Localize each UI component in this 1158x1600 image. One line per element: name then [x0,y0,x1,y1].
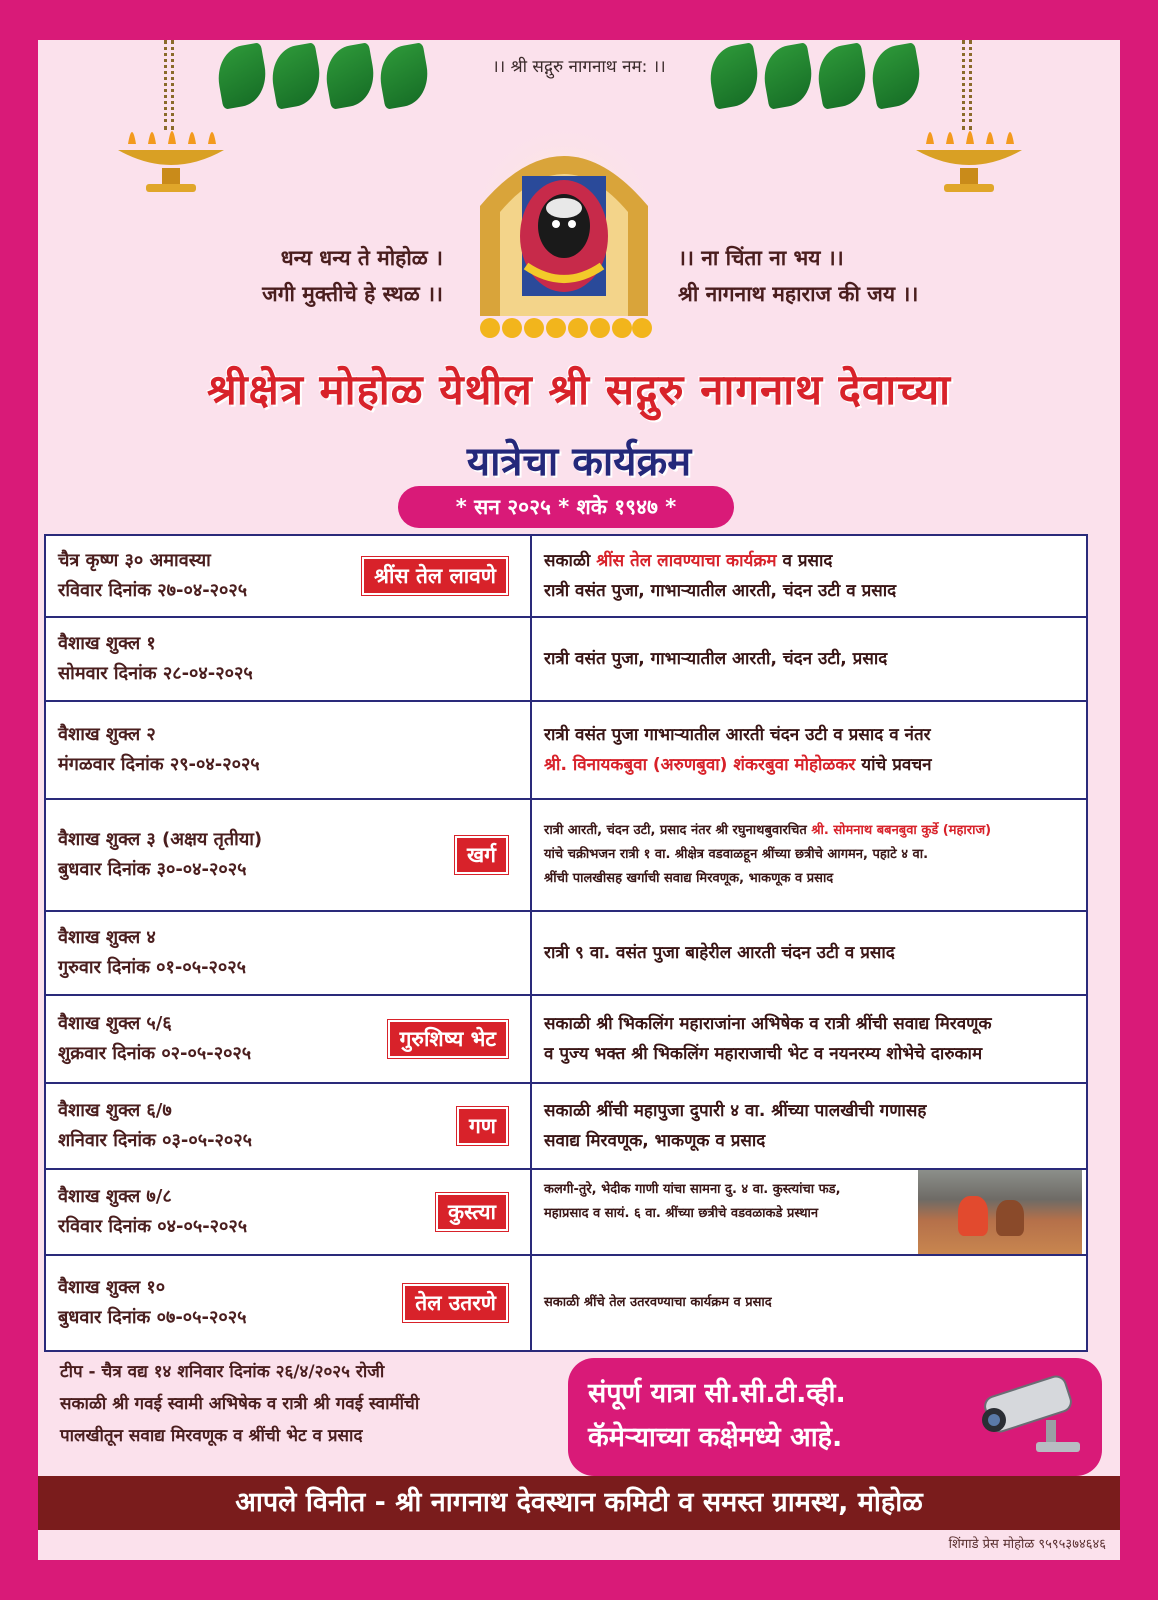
schedule-date-line: शुक्रवार दिनांक ०२-०५-२०२५ [58,1043,252,1064]
schedule-row [45,535,1087,617]
schedule-detail-cell [531,799,1087,911]
schedule-detail-line: यांचे चक्रीभजन रात्री १ वा. श्रीक्षेत्र वडवाळहून श्रींच्या छत्रीचे आगमन, पहाटे ४ वा. [544,847,929,862]
wrestling-photo-icon [918,1170,1082,1254]
schedule-date-cell [45,1083,531,1169]
schedule-row [45,1255,1087,1351]
footer-band: आपले विनीत - श्री नागनाथ देवस्थान कमिटी व समस्त ग्रामस्थ, मोहोळ [38,1476,1120,1530]
schedule-date-line: मंगळवार दिनांक २९-०४-२०२५ [58,754,260,775]
schedule-detail-cell [531,617,1087,701]
oil-lamp-right-icon [910,110,1028,200]
schedule-detail-cell [531,1169,1087,1255]
cctv-notice: संपूर्ण यात्रा सी.सी.टी.व्ही. कॅमेऱ्याच्या कक्षेमध्ये आहे. [568,1358,1102,1476]
oil-lamp-left-icon [112,110,230,200]
schedule-row [45,617,1087,701]
schedule-detail-line: रात्री वसंत पुजा गाभाऱ्यातील आरती चंदन उटी व प्रसाद व नंतर [544,725,931,745]
schedule-detail-line: सकाळी श्रींची महापुजा दुपारी ४ वा. श्रींच्या पालखीची गणासह [544,1101,927,1121]
schedule-detail-line: कलगी-तुरे, भेदीक गाणी यांचा सामना दु. ४ वा. कुस्त्यांचा फड, [544,1182,841,1197]
schedule-detail-line: सकाळी श्रींस तेल लावण्याचा कार्यक्रम व प्रसाद [544,551,833,571]
schedule-detail-cell [531,1255,1087,1351]
schedule-row [45,1083,1087,1169]
schedule-detail-line: सकाळी श्रींचे तेल उतरवण्याचा कार्यक्रम व प्रसाद [544,1295,772,1310]
schedule-date-cell [45,911,531,995]
schedule-row [45,799,1087,911]
press-credit: शिंगाडे प्रेस मोहोळ ९५९५३७४६४६ [948,1537,1106,1552]
schedule-table [44,534,1088,1352]
schedule-date-line: वैशाख शुक्ल १० [58,1277,166,1298]
schedule-date-line: गुरुवार दिनांक ०१-०५-२०२५ [58,957,246,978]
event-badge: गण [457,1107,508,1145]
schedule-date-line: वैशाख शुक्ल ४ [58,927,156,948]
schedule-detail-line: व पुज्य भक्त श्री भिकलिंग महाराजाची भेट व नयनरम्य शोभेचे दारुकाम [544,1044,983,1064]
note-text: टीप - चैत्र वद्य १४ शनिवार दिनांक २६/४/२०२५ रोजी सकाळी श्री गवई स्वामी अभिषेक व रात्री श्री गवई स्वामींची पालखीतून सवाद्य मिरवणूक व श्रींची भेट व प्रसाद [60,1362,420,1446]
year-pill: * सन २०२५ * शके १९४७ * [398,486,734,528]
schedule-detail-line: रात्री वसंत पुजा, गाभाऱ्यातील आरती, चंदन उटी व प्रसाद [544,581,897,601]
schedule-date-cell [45,1255,531,1351]
schedule-date-line: सोमवार दिनांक २८-०४-२०२५ [58,663,253,684]
schedule-date-line: वैशाख शुक्ल ५/६ [58,1013,172,1034]
schedule-row [45,701,1087,799]
schedule-date-line: रविवार दिनांक ०४-०५-२०२५ [58,1216,248,1237]
schedule-detail-cell [531,1083,1087,1169]
cctv-camera-icon [976,1372,1094,1462]
schedule-detail-line: महाप्रसाद व सायं. ६ वा. श्रींच्या छत्रीचे वडवळाकडे प्रस्थान [544,1206,819,1221]
schedule-date-cell [45,617,531,701]
schedule-detail-line: रात्री आरती, चंदन उटी, प्रसाद नंतर श्री रघुनाथबुवारचित श्री. सोमनाथ बबनबुवा कुर्डे (महाराज) [544,823,992,838]
schedule-detail-line: सकाळी श्री भिकलिंग महाराजांना अभिषेक व रात्री श्रींची सवाद्य मिरवणूक [544,1014,992,1034]
schedule-date-line: बुधवार दिनांक ०७-०५-२०२५ [58,1307,247,1328]
event-badge: गुरुशिष्य भेट [388,1020,508,1058]
quote-left: धन्य धन्य ते मोहोळ । जगी मुक्तीचे हे स्थळ ।। [262,246,443,306]
schedule-date-line: वैशाख शुक्ल ६/७ [58,1100,172,1121]
event-badge: श्रींस तेल लावणे [362,557,508,595]
schedule-row [45,1169,1087,1255]
invocation-text: ।। श्री सद्गुरु नागनाथ नम: ।। [492,57,666,77]
schedule-date-line: बुधवार दिनांक ३०-०४-२०२५ [58,859,247,880]
main-title: श्रीक्षेत्र मोहोळ येथील श्री सद्गुरु नागनाथ देवाच्या [206,365,952,414]
schedule-date-cell [45,535,531,617]
quote-right: ।। ना चिंता ना भय ।। श्री नागनाथ महाराज की जय ।। [678,246,919,306]
event-badge: तेल उतरणे [403,1284,508,1322]
schedule-date-line: रविवार दिनांक २७-०४-२०२५ [58,580,248,601]
schedule-date-line: चैत्र कृष्ण ३० अमावस्या [58,550,211,571]
schedule-date-cell [45,1169,531,1255]
schedule-date-cell [45,995,531,1083]
schedule-detail-line: सवाद्य मिरवणूक, भाकणूक व प्रसाद [544,1131,766,1151]
schedule-detail-line: रात्री वसंत पुजा, गाभाऱ्यातील आरती, चंदन उटी, प्रसाद [544,649,888,669]
schedule-detail-cell [531,701,1087,799]
schedule-date-line: शनिवार दिनांक ०३-०५-२०२५ [58,1130,252,1151]
schedule-detail-cell [531,911,1087,995]
nagnath-shrine-icon [466,116,662,340]
schedule-date-line: वैशाख शुक्ल ३ (अक्षय तृतीया) [58,829,263,850]
schedule-detail-line: श्रींची पालखीसह खर्गाची सवाद्य मिरवणूक, भाकणूक व प्रसाद [544,871,834,886]
schedule-date-cell [45,701,531,799]
schedule-row [45,995,1087,1083]
schedule-detail-line: रात्री ९ वा. वसंत पुजा बाहेरील आरती चंदन उटी व प्रसाद [544,943,895,963]
schedule-detail-line: श्री. विनायकबुवा (अरुणबुवा) शंकरबुवा मोहोळकर यांचे प्रवचन [544,755,932,775]
schedule-row [45,911,1087,995]
event-badge: खर्ग [455,836,508,874]
event-badge: कुस्त्या [436,1193,508,1231]
schedule-date-line: वैशाख शुक्ल २ [58,724,156,745]
schedule-date-line: वैशाख शुक्ल ७/८ [58,1186,172,1207]
schedule-detail-cell [531,535,1087,617]
schedule-date-line: वैशाख शुक्ल १ [58,633,156,654]
sub-title: यात्रेचा कार्यक्रम [466,439,692,485]
schedule-detail-cell [531,995,1087,1083]
schedule-date-cell [45,799,531,911]
poster-sheet [38,40,1120,1560]
